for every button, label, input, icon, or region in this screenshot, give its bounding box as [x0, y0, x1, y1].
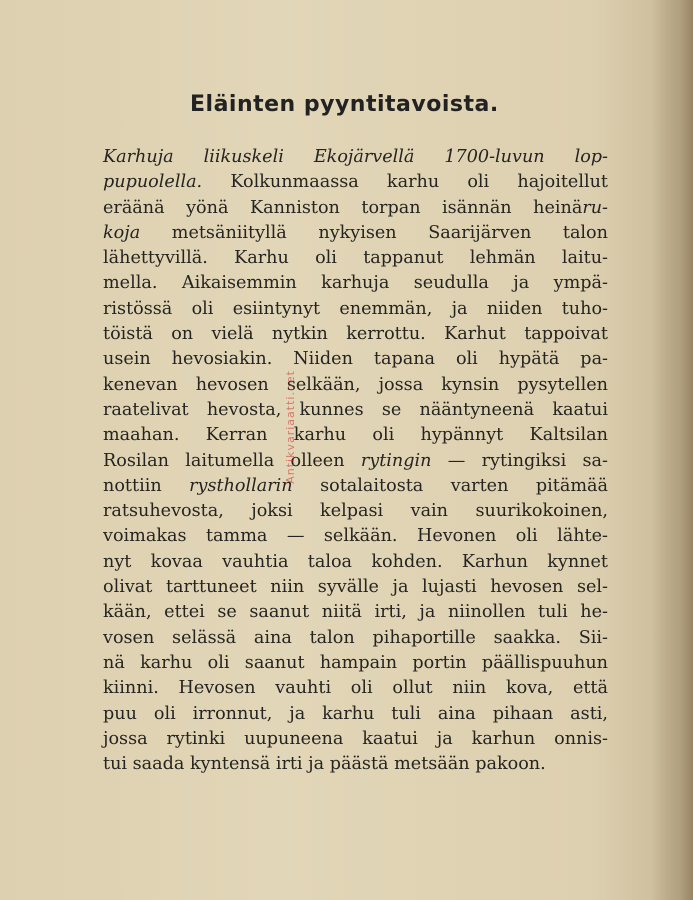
- text-line: [103, 499, 608, 524]
- text-line: [103, 145, 608, 170]
- italic-text: pupuolella.: [103, 172, 203, 193]
- text-span: tui saada kyntensä irti ja päästä metsään pakoon.: [103, 754, 546, 775]
- text-span: ristössä oli esiintynyt enemmän, ja niiden tuho-: [103, 298, 608, 319]
- text-span: Rosilan laitumella olleen: [103, 450, 361, 471]
- text-line: [103, 474, 608, 499]
- text-span: olivat tarttuneet niin syvälle ja lujasti hevosen sel-: [103, 577, 608, 598]
- text-span: Kolkunmaassa karhu oli hajoitellut: [202, 172, 608, 193]
- text-line: [103, 449, 608, 474]
- text-line: [103, 524, 608, 549]
- text-line: [103, 196, 608, 221]
- text-line: [103, 221, 608, 246]
- italic-text: rytingin: [360, 450, 432, 471]
- text-line: [103, 676, 608, 701]
- text-span: töistä on vielä nytkin kerrottu. Karhut tappoivat: [103, 324, 608, 345]
- text-span: voimakas tamma — selkään. Hevonen oli lähte-: [103, 526, 608, 547]
- text-line: [103, 170, 608, 195]
- text-line: [103, 575, 608, 600]
- italic-text: Karhuja liikuskeli Ekojärvellä 1700-luvun lop-: [103, 147, 608, 167]
- text-span: lähettyvillä. Karhu oli tappanut lehmän laitu-: [103, 248, 608, 269]
- text-span: metsäniityllä nykyisen Saarijärven talon: [140, 222, 608, 243]
- body-text: [103, 145, 608, 777]
- text-line: [103, 600, 608, 625]
- text-line: [103, 297, 608, 322]
- text-span: kiinni. Hevosen vauhti oli ollut niin kova, että: [103, 678, 608, 699]
- text-span: eräänä yönä Kanniston torpan isännän heinä: [103, 197, 583, 218]
- text-line: [103, 398, 608, 423]
- chapter-heading: Eläinten pyyntitavoista.: [190, 92, 499, 117]
- text-span: ratsuhevosta, joksi kelpasi vain suurikokoinen,: [103, 501, 608, 522]
- text-span: nä karhu oli saanut hampain portin päällispuuhun: [103, 652, 608, 673]
- text-line: [103, 271, 608, 296]
- text-line: [103, 347, 608, 372]
- text-span: nottiin: [103, 475, 190, 496]
- text-line: [103, 373, 608, 398]
- text-span: — rytingiksi sa-: [431, 450, 608, 471]
- text-span: usein hevosiakin. Niiden tapana oli hypätä pa-: [103, 349, 608, 370]
- text-line: [103, 626, 608, 651]
- text-line: [103, 550, 608, 575]
- italic-text: koja: [103, 222, 141, 243]
- text-span: jossa rytinki uupuneena kaatui ja karhun onnis-: [103, 728, 608, 749]
- text-line: [103, 651, 608, 676]
- text-span: raatelivat hevosta, kunnes se nääntyneenä kaatui: [103, 399, 608, 420]
- text-line: [103, 727, 608, 752]
- text-span: kään, ettei se saanut niitä irti, ja niinollen tuli he-: [103, 602, 608, 623]
- text-line: [103, 322, 608, 347]
- text-span: nyt kovaa vauhtia taloa kohden. Karhun kynnet: [103, 551, 608, 572]
- text-span: sotalaitosta varten pitämää: [292, 475, 608, 496]
- text-line: [103, 423, 608, 448]
- text-span: vosen selässä aina talon pihaportille saakka. Sii-: [103, 627, 608, 648]
- watermark-text: Antikvariaatti.net: [284, 370, 297, 484]
- text-span: maahan. Kerran karhu oli hypännyt Kaltsilan: [103, 425, 608, 446]
- text-line: [103, 702, 608, 727]
- text-span: puu oli irronnut, ja karhu tuli aina pihaan asti,: [103, 703, 608, 724]
- text-span: mella. Aikaisemmin karhuja seudulla ja ympä-: [103, 273, 608, 294]
- text-line: [103, 752, 608, 777]
- italic-text: ru-: [582, 197, 608, 218]
- italic-text: rysthollarin: [189, 475, 293, 496]
- text-line: [103, 246, 608, 271]
- text-span: kenevan hevosen selkään, jossa kynsin pysytellen: [103, 374, 608, 395]
- page-spine-shadow: [651, 0, 693, 900]
